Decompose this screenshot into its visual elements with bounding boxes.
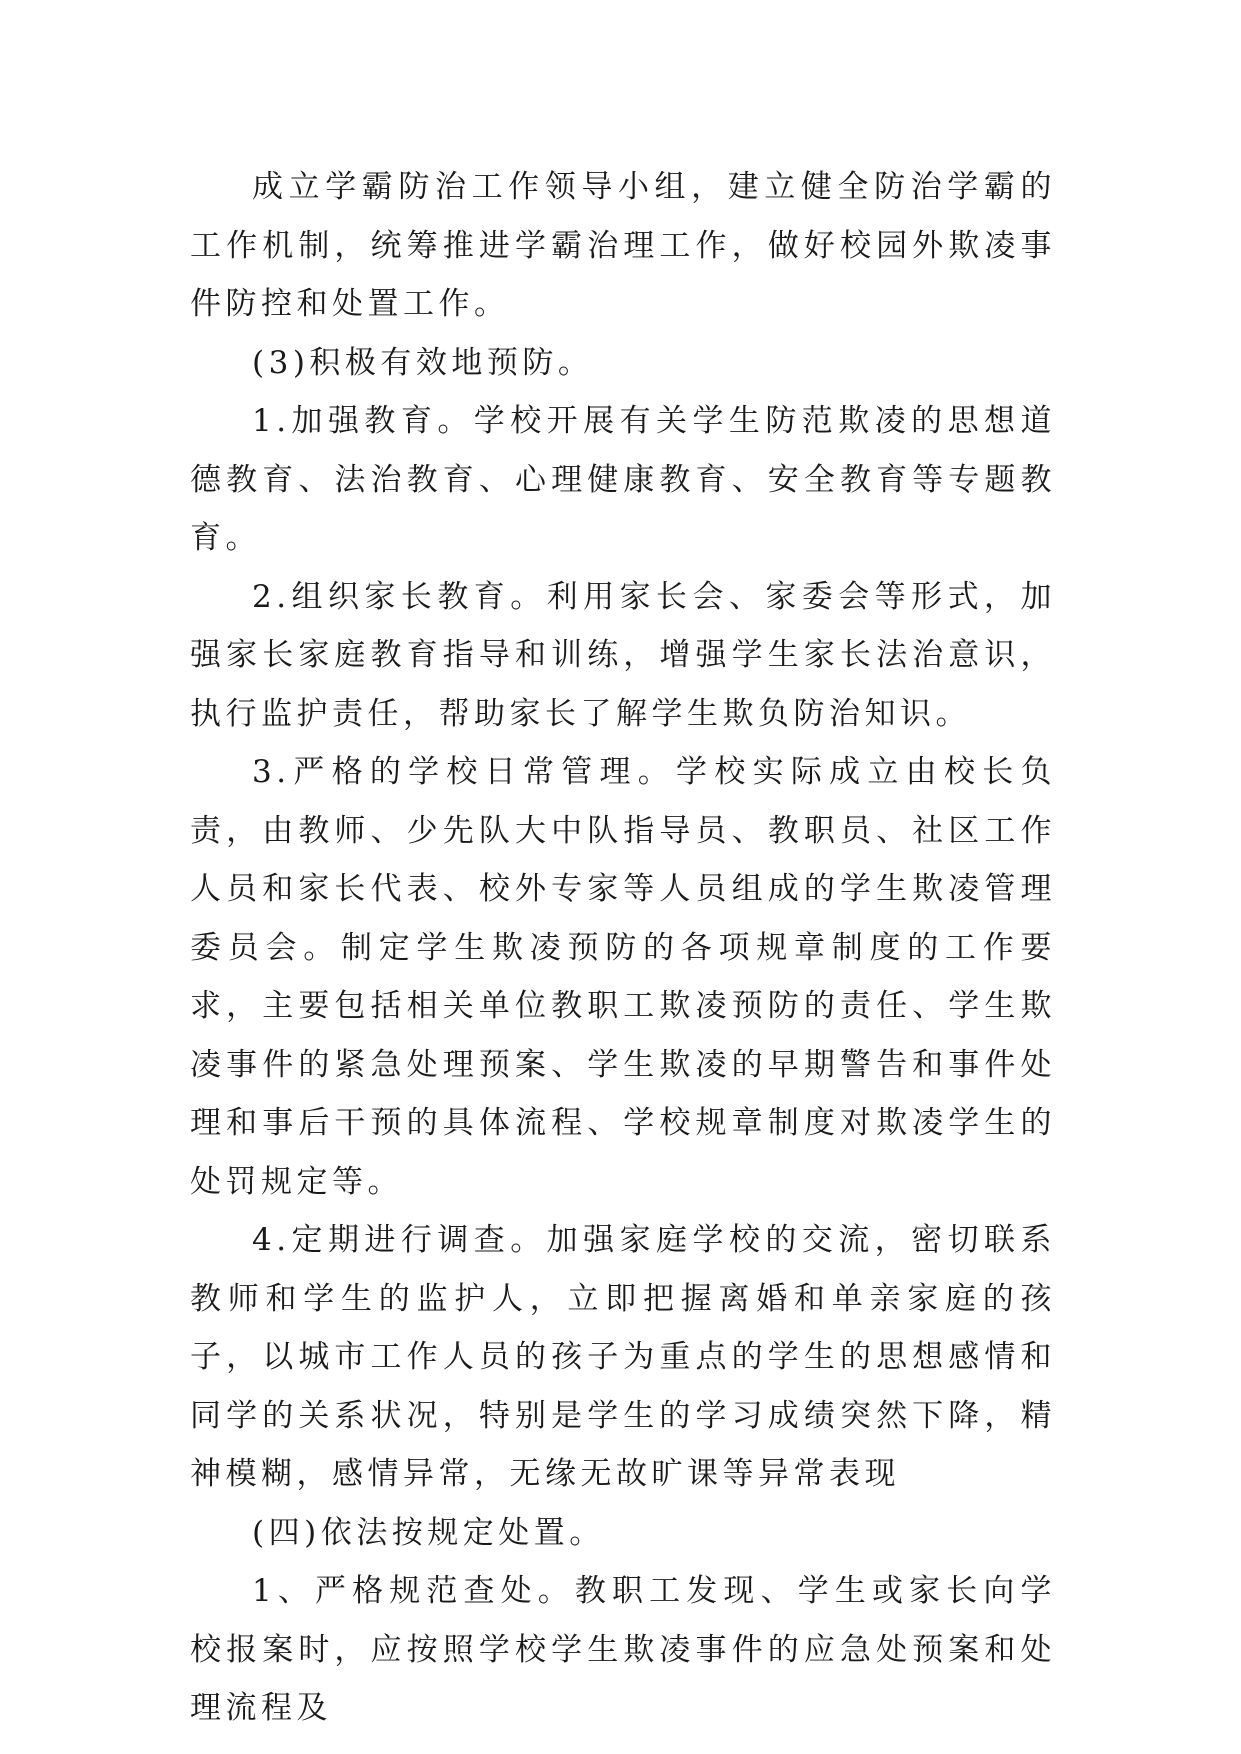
paragraph-strict-investigation: 1、严格规范查处。教职工发现、学生或家长向学校报案时，应按照学校学生欺凌事件的应急处预案和处理流程及 <box>190 1573 1056 1726</box>
paragraph-leadership-group: 成立学霸防治工作领导小组，建立健全防治学霸的工作机制，统筹推进学霸治理工作，做好校园外欺凌事件防控和处置工作。 <box>190 169 1056 322</box>
paragraph-daily-management: 3.严格的学校日常管理。学校实际成立由校长负责，由教师、少先队大中队指导员、教职员、社区工作人员和家长代表、校外专家等人员组成的学生欺凌管理委员会。制定学生欺凌预防的各项规章制度的工作要求，主要包括相关单位教职工欺凌预防的责任、学生欺凌事件的紧急处理预案、学生欺凌的早期警告和事件处理和事后干预的具体流程、学校规章制度对欺凌学生的处罚规定等。 <box>190 754 1056 1200</box>
document-body <box>190 158 1056 1738</box>
paragraph-strengthen-education: 1.加强教育。学校开展有关学生防范欺凌的思想道德教育、法治教育、心理健康教育、安全教育等专题教育。 <box>190 403 1056 556</box>
paragraph-regular-survey: 4.定期进行调查。加强家庭学校的交流，密切联系教师和学生的监护人，立即把握离婚和单亲家庭的孩子，以城市工作人员的孩子为重点的学生的思想感情和同学的关系状况，特别是学生的学习成绩突然下降，精神模糊，感情异常，无缘无故旷课等异常表现 <box>190 1222 1056 1492</box>
heading-legal-handling: (四)依法按规定处置。 <box>252 1514 605 1551</box>
heading-prevention: (3)积极有效地预防。 <box>252 344 594 381</box>
paragraph-parent-education: 2.组织家长教育。利用家长会、家委会等形式，加强家长家庭教育指导和训练，增强学生家长法治意识，执行监护责任，帮助家长了解学生欺负防治知识。 <box>190 578 1056 732</box>
